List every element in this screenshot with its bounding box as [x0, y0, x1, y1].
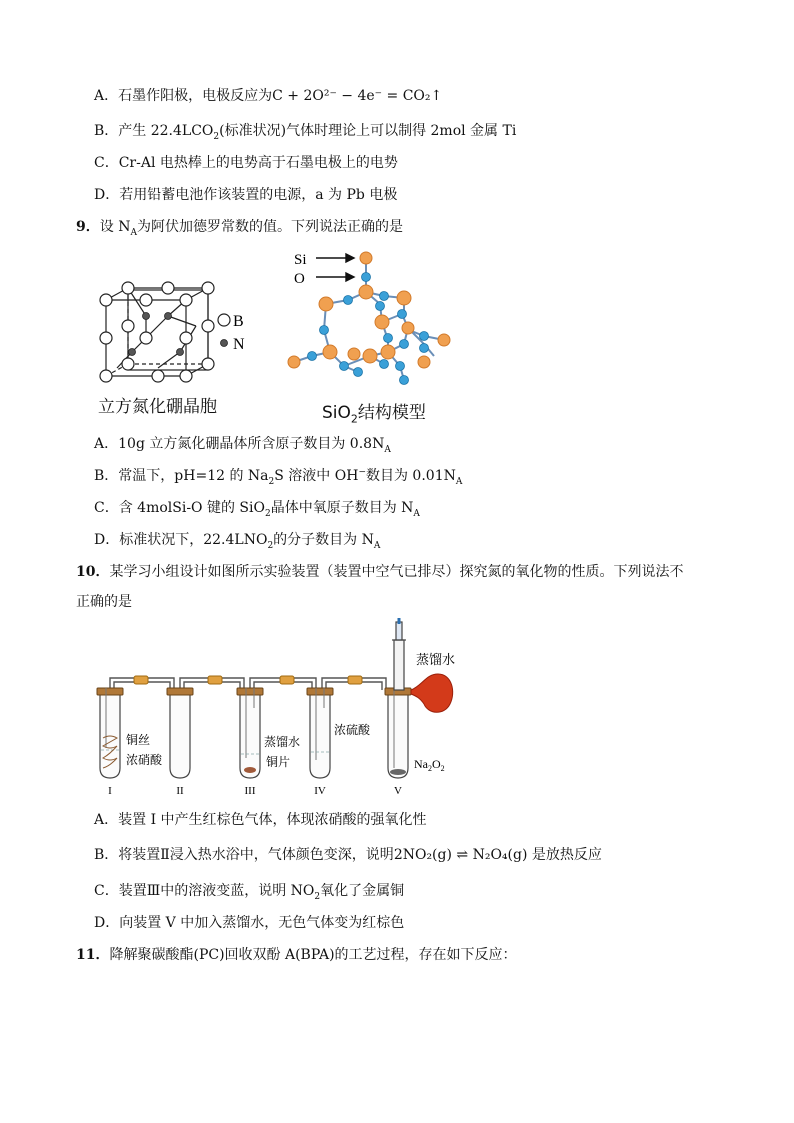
q10-option-b: B．将装置Ⅱ浸入热水浴中，气体颜色变深，说明2NO₂(g) ⇌ N₂O₄(g) 是放热反应 [94, 847, 602, 863]
tube-label-1: I [108, 785, 112, 797]
q8-option-a: A．石墨作阳极，电极反应为C + 2O²⁻ − 4e⁻ = CO₂↑ [94, 88, 443, 104]
si-label: Si [294, 252, 307, 268]
q10-option-c: C．装置Ⅲ中的溶液变蓝，说明 $NO_2$氧化了金属铜 [94, 883, 405, 902]
q10-option-d: D．向装置 V 中加入蒸馏水，无色气体变为红棕色 [94, 915, 405, 931]
q11-stem: 11．降解聚碳酸酯(PC)回收双酚 A(BPA)的工艺过程，存在如下反应： [76, 947, 517, 963]
q10-stem-line2: 正确的是 [76, 594, 132, 610]
q9-option-d: D．标准状况下，$22.4LNO_2$的分子数目为 $N_A$ [94, 532, 381, 551]
q9-option-c: C．含 4molSi-O 键的 SiO$_2$晶体中氧原子数目为 $N_A$ [94, 500, 420, 519]
q8-option-d: D．若用铅蓄电池作该装置的电源，a 为 Pb 电极 [94, 187, 398, 203]
label-copper-sheet: 铜片 [266, 755, 291, 769]
tube-label-4: IV [314, 785, 326, 797]
sio2-caption: SiO$_2$结构模型 [322, 403, 426, 426]
label-water-syringe: 蒸馏水 [416, 653, 456, 668]
q10-stem-line1: 10．某学习小组设计如图所示实验装置（装置中空气已排尽）探究氮的氧化物的性质。下列说法不 [76, 564, 684, 580]
label-na2o2: $Na_2O_2$ [414, 757, 445, 773]
tube-label-3: III [244, 785, 256, 797]
tube-label-2: II [176, 785, 184, 797]
sio2-structure-figure [284, 244, 464, 394]
legend-b-label: B [233, 313, 244, 330]
label-water-iii: 蒸馏水 [264, 735, 301, 749]
q10-option-a: A．装置 I 中产生红棕色气体，体现浓硝酸的强氧化性 [94, 812, 427, 828]
cubic-bn-caption: 立方氮化硼晶胞 [98, 397, 217, 417]
q9-option-b: B．常温下，pH=12 的 $Na_2S$ 溶液中 OH−数目为 $0.01N_A$ [94, 467, 463, 487]
q8-option-c: C．Cr-Al 电热棒上的电势高于石墨电极上的电势 [94, 155, 398, 171]
q9-option-a: A．10g 立方氮化硼晶体所含原子数目为 $0.8N_A$ [94, 436, 391, 455]
q8-option-b: B．产生 $22.4LCO_2$(标准状况)气体时理论上可以制得 2mol 金属 Ti [94, 123, 517, 142]
apparatus-figure [90, 618, 470, 798]
q9-stem: 9．设 $N_A$为阿伏加德罗常数的值。下列说法正确的是 [76, 219, 403, 238]
legend-n-label: N [233, 336, 245, 353]
label-conc-hno3: 浓硝酸 [126, 753, 163, 767]
label-conc-h2so4: 浓硫酸 [334, 723, 371, 737]
tube-label-5: V [394, 785, 402, 797]
label-copper-wire: 铜丝 [126, 733, 151, 747]
o-label: O [294, 271, 305, 287]
